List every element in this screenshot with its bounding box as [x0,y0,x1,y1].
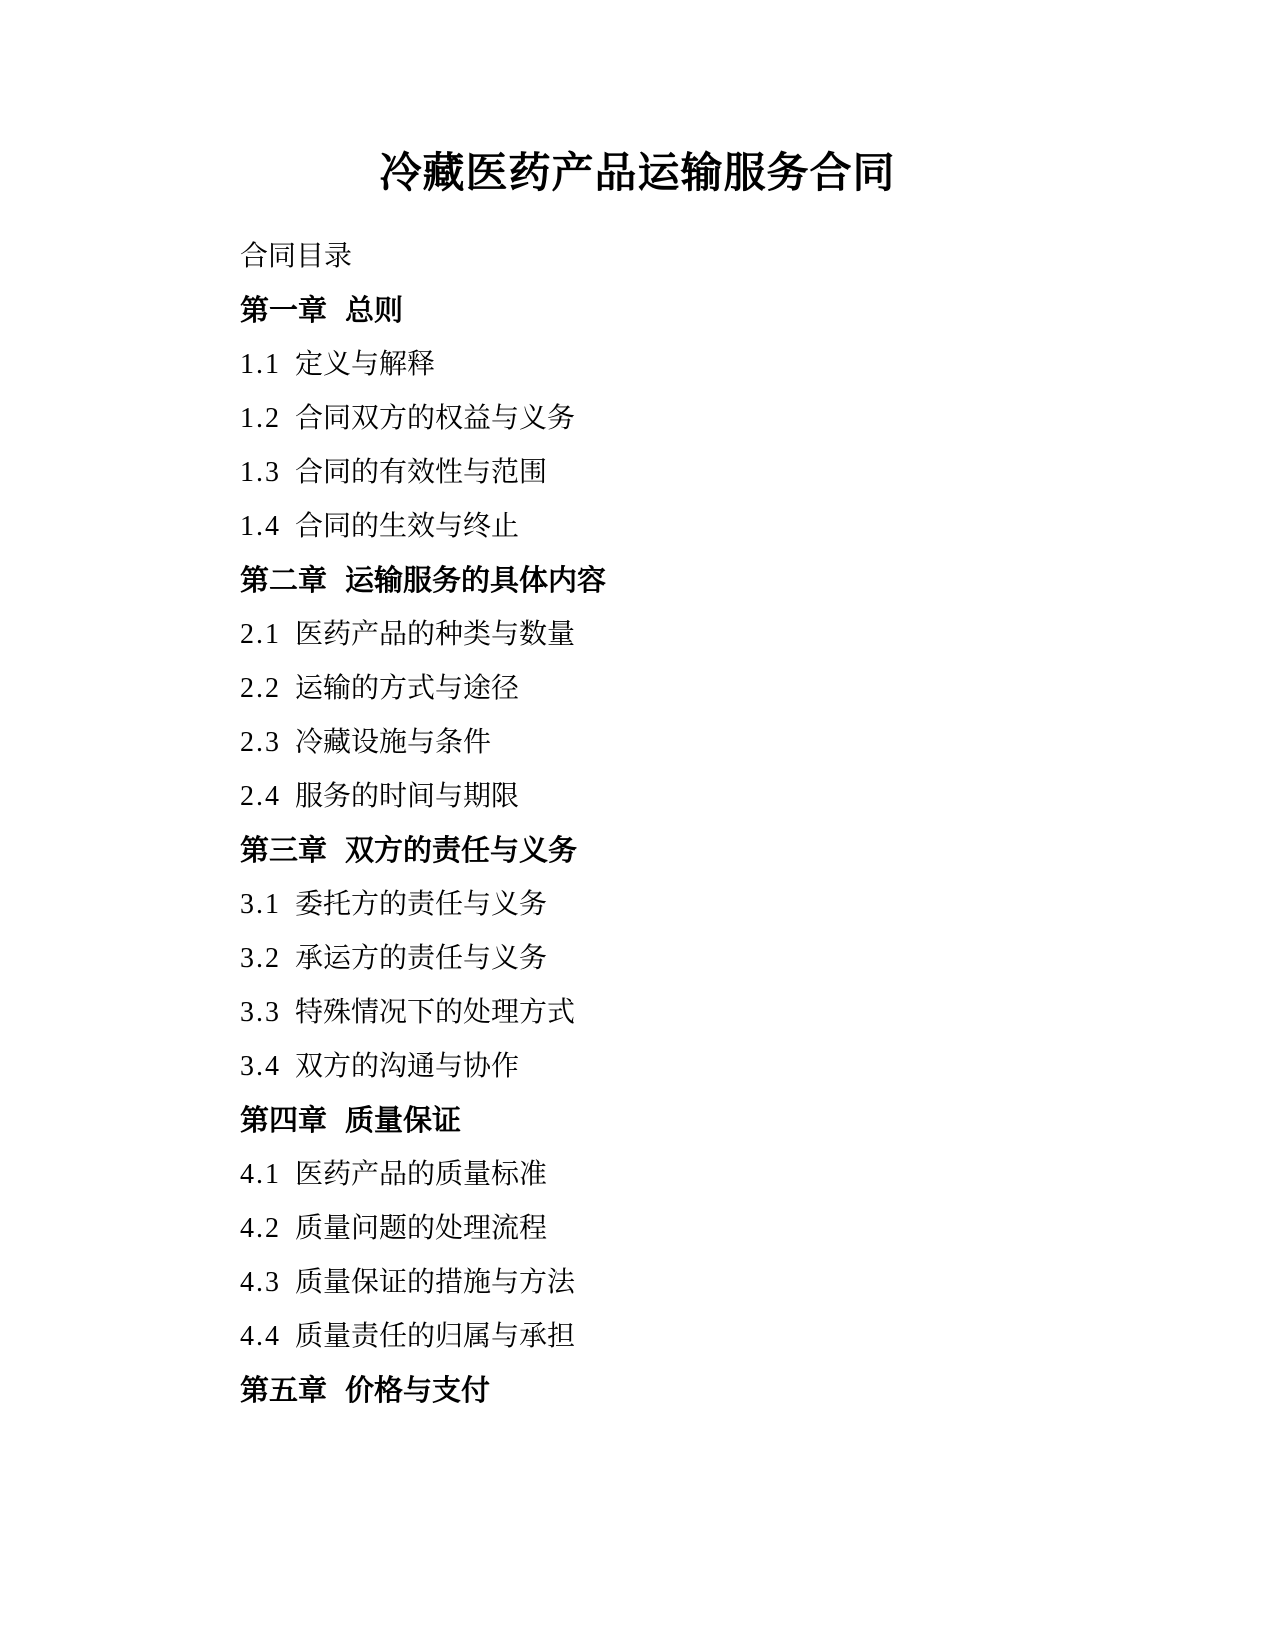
toc-item [240,608,1035,662]
toc-item-number: 3.2 [240,943,281,974]
toc-item-text: 运输的方式与途径 [295,673,520,704]
toc-item [240,392,1035,446]
chapter-name: 总则 [345,295,404,327]
toc-heading [240,230,1035,284]
toc-item-number: 1.4 [240,511,281,542]
toc-heading-label: 合同目录 [240,241,353,272]
chapter-label: 第二章 [240,565,328,597]
toc-item-number: 4.2 [240,1213,281,1244]
toc-chapter-heading [240,1364,1035,1418]
toc-item-number: 3.3 [240,997,281,1028]
chapter-name: 运输服务的具体内容 [345,565,607,597]
chapter-name: 质量保证 [345,1105,462,1137]
toc-item [240,716,1035,770]
toc-chapter-heading [240,284,1035,338]
toc-item-number: 4.1 [240,1159,281,1190]
toc-item-number: 3.4 [240,1051,281,1082]
toc-item-text: 质量保证的措施与方法 [295,1267,576,1298]
toc-item [240,770,1035,824]
chapter-label: 第五章 [240,1375,328,1407]
toc-item-text: 医药产品的质量标准 [295,1159,548,1190]
toc-item [240,662,1035,716]
toc-list [240,284,1035,1418]
toc-item-number: 2.2 [240,673,281,704]
toc-item-text: 委托方的责任与义务 [295,889,548,920]
toc-item [240,1256,1035,1310]
toc-item-number: 4.4 [240,1321,281,1352]
toc-item-number: 2.3 [240,727,281,758]
document-content [240,148,1035,1418]
toc-chapter-heading [240,1094,1035,1148]
chapter-name: 价格与支付 [345,1375,491,1407]
toc-item-number: 2.4 [240,781,281,812]
toc-item-number: 1.3 [240,457,281,488]
toc-item-text: 合同的生效与终止 [295,511,520,542]
toc-item-text: 承运方的责任与义务 [295,943,548,974]
toc-item-text: 合同双方的权益与义务 [295,403,576,434]
toc-item [240,1040,1035,1094]
toc-item [240,446,1035,500]
toc-item-text: 质量问题的处理流程 [295,1213,548,1244]
toc-item-text: 冷藏设施与条件 [295,727,492,758]
toc-item-number: 1.2 [240,403,281,434]
toc-item-text: 医药产品的种类与数量 [295,619,576,650]
chapter-name: 双方的责任与义务 [345,835,578,867]
contract-title: 冷藏医药产品运输服务合同 [379,151,896,197]
toc-chapter-heading [240,824,1035,878]
chapter-label: 第四章 [240,1105,328,1137]
toc-item [240,338,1035,392]
toc-item [240,1310,1035,1364]
toc-item-number: 4.3 [240,1267,281,1298]
toc-item [240,878,1035,932]
toc-chapter-heading [240,554,1035,608]
toc-item-number: 3.1 [240,889,281,920]
toc-item-text: 双方的沟通与协作 [295,1051,520,1082]
toc-item-text: 服务的时间与期限 [295,781,520,812]
toc-item-text: 特殊情况下的处理方式 [295,997,576,1028]
toc-item [240,932,1035,986]
chapter-label: 第三章 [240,835,328,867]
toc-item-text: 合同的有效性与范围 [295,457,548,488]
toc-item-number: 1.1 [240,349,281,380]
toc-item [240,986,1035,1040]
toc-item-number: 2.1 [240,619,281,650]
toc-item-text: 质量责任的归属与承担 [295,1321,576,1352]
chapter-label: 第一章 [240,295,328,327]
toc-item-text: 定义与解释 [295,349,436,380]
toc-item [240,1148,1035,1202]
toc-item [240,1202,1035,1256]
toc-item [240,500,1035,554]
